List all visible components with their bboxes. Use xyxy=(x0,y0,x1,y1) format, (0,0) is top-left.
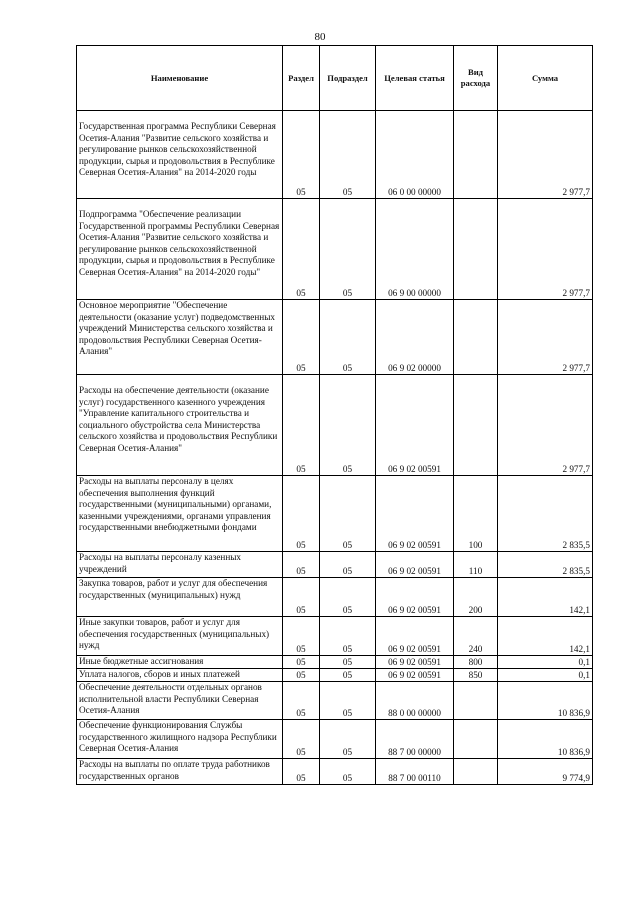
row-target: 06 0 00 00000 xyxy=(376,111,454,199)
row-amount: 142,1 xyxy=(498,578,593,617)
row-expense-type: 240 xyxy=(454,617,498,656)
row-expense-type xyxy=(454,199,498,300)
row-subsection: 05 xyxy=(320,759,376,785)
row-expense-type xyxy=(454,111,498,199)
row-amount: 2 977,7 xyxy=(498,375,593,476)
row-name: Расходы на выплаты персоналу казенных учреждений xyxy=(77,552,283,578)
row-target: 06 9 02 00000 xyxy=(376,300,454,375)
row-amount: 2 977,7 xyxy=(498,111,593,199)
header-expense-type: Вид расхода xyxy=(454,46,498,111)
row-target: 88 7 00 00110 xyxy=(376,759,454,785)
row-expense-type: 100 xyxy=(454,476,498,552)
table-row xyxy=(77,669,593,682)
row-amount: 9 774,9 xyxy=(498,759,593,785)
row-subsection: 05 xyxy=(320,552,376,578)
table-row xyxy=(77,199,593,300)
row-name: Подпрограмма "Обеспечение реализации Государственной программы Республики Северная Осетия-Алания "Развитие сельского хозяйства и регулирование рынков сельскохозяйственной продукции, сырья и продовольствия в Республике Северная Осетия-Алания" на 2014-2020 годы" xyxy=(77,199,283,300)
row-name: Расходы на выплаты по оплате труда работников государственных органов xyxy=(77,759,283,785)
row-target: 06 9 02 00591 xyxy=(376,656,454,669)
row-amount: 10 836,9 xyxy=(498,720,593,759)
row-subsection: 05 xyxy=(320,199,376,300)
row-expense-type: 110 xyxy=(454,552,498,578)
row-name: Основное мероприятие "Обеспечение деятельности (оказание услуг) подведомственных учреждений Министерства сельского хозяйства и продовольствия Республики Северная Осетия-Алания" xyxy=(77,300,283,375)
row-name: Уплата налогов, сборов и иных платежей xyxy=(77,669,283,682)
table-row xyxy=(77,300,593,375)
row-expense-type xyxy=(454,720,498,759)
row-section: 05 xyxy=(283,617,320,656)
budget-table xyxy=(76,45,593,785)
row-subsection: 05 xyxy=(320,476,376,552)
row-subsection: 05 xyxy=(320,720,376,759)
row-expense-type xyxy=(454,300,498,375)
row-section: 05 xyxy=(283,656,320,669)
row-amount: 2 977,7 xyxy=(498,300,593,375)
table-row xyxy=(77,375,593,476)
row-amount: 2 977,7 xyxy=(498,199,593,300)
row-section: 05 xyxy=(283,476,320,552)
row-name: Обеспечение деятельности отдельных органов исполнительной власти Республики Северная Осетия-Алания xyxy=(77,682,283,720)
row-section: 05 xyxy=(283,375,320,476)
row-subsection: 05 xyxy=(320,617,376,656)
row-section: 05 xyxy=(283,552,320,578)
row-subsection: 05 xyxy=(320,111,376,199)
table-row xyxy=(77,656,593,669)
row-name: Государственная программа Республики Северная Осетия-Алания "Развитие сельского хозяйства и регулирование рынков сельскохозяйственной продукции, сырья и продовольствия в Республике Северная Осетия-Алания" на 2014-2020 годы xyxy=(77,111,283,199)
row-target: 06 9 02 00591 xyxy=(376,552,454,578)
row-subsection: 05 xyxy=(320,682,376,720)
row-target: 06 9 02 00591 xyxy=(376,617,454,656)
row-expense-type xyxy=(454,759,498,785)
row-name: Расходы на обеспечение деятельности (оказание услуг) государственного казенного учреждения "Управление капитального строительства и социального обустройства села Министерства сельского хозяйства и продовольствия Республики Северная Осетия-Алания" xyxy=(77,375,283,476)
row-amount: 0,1 xyxy=(498,669,593,682)
row-section: 05 xyxy=(283,578,320,617)
row-section: 05 xyxy=(283,199,320,300)
header-target: Целевая статья xyxy=(376,46,454,111)
row-section: 05 xyxy=(283,669,320,682)
row-section: 05 xyxy=(283,720,320,759)
table-row xyxy=(77,759,593,785)
table-row xyxy=(77,552,593,578)
row-subsection: 05 xyxy=(320,300,376,375)
row-section: 05 xyxy=(283,111,320,199)
row-target: 06 9 02 00591 xyxy=(376,669,454,682)
header-subsection: Подраздел xyxy=(320,46,376,111)
table-header-row xyxy=(77,46,593,111)
row-amount: 0,1 xyxy=(498,656,593,669)
row-expense-type: 800 xyxy=(454,656,498,669)
row-name: Иные бюджетные ассигнования xyxy=(77,656,283,669)
row-section: 05 xyxy=(283,682,320,720)
table-row xyxy=(77,111,593,199)
row-amount: 2 835,5 xyxy=(498,476,593,552)
row-target: 06 9 00 00000 xyxy=(376,199,454,300)
page-number: 80 xyxy=(314,31,326,43)
row-name: Иные закупки товаров, работ и услуг для обеспечения государственных (муниципальных) нужд xyxy=(77,617,283,656)
row-section: 05 xyxy=(283,300,320,375)
row-expense-type: 850 xyxy=(454,669,498,682)
header-amount: Сумма xyxy=(498,46,593,111)
row-amount: 142,1 xyxy=(498,617,593,656)
header-section: Раздел xyxy=(283,46,320,111)
row-target: 88 0 00 00000 xyxy=(376,682,454,720)
table-row xyxy=(77,720,593,759)
row-amount: 10 836,9 xyxy=(498,682,593,720)
row-target: 06 9 02 00591 xyxy=(376,375,454,476)
row-subsection: 05 xyxy=(320,375,376,476)
table-row xyxy=(77,476,593,552)
row-name: Обеспечение функционирования Службы государственного жилищного надзора Республики Северная Осетия-Алания xyxy=(77,720,283,759)
row-subsection: 05 xyxy=(320,656,376,669)
row-name: Расходы на выплаты персоналу в целях обеспечения выполнения функций государственными (муниципальными) органами, казенными учреждениями, органами управления государственными внебюджетными фондами xyxy=(77,476,283,552)
table-row xyxy=(77,578,593,617)
header-name: Наименование xyxy=(77,46,283,111)
table-row xyxy=(77,682,593,720)
row-expense-type xyxy=(454,375,498,476)
row-amount: 2 835,5 xyxy=(498,552,593,578)
table-row xyxy=(77,617,593,656)
row-target: 88 7 00 00000 xyxy=(376,720,454,759)
row-section: 05 xyxy=(283,759,320,785)
row-target: 06 9 02 00591 xyxy=(376,578,454,617)
row-subsection: 05 xyxy=(320,669,376,682)
row-expense-type: 200 xyxy=(454,578,498,617)
row-expense-type xyxy=(454,682,498,720)
row-name: Закупка товаров, работ и услуг для обеспечения государственных (муниципальных) нужд xyxy=(77,578,283,617)
row-subsection: 05 xyxy=(320,578,376,617)
row-target: 06 9 02 00591 xyxy=(376,476,454,552)
